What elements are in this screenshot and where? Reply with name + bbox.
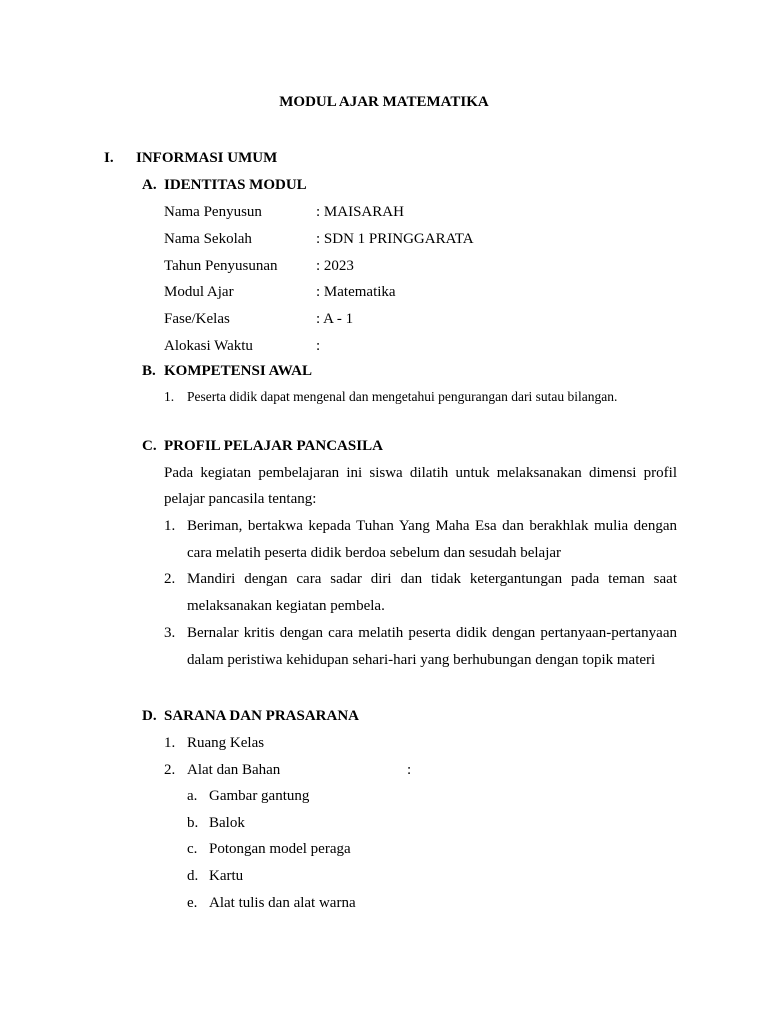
identity-label: Fase/Kelas	[164, 311, 230, 327]
sublist-letter: a.	[187, 788, 198, 804]
list-number: 1.	[164, 735, 176, 751]
sublist-item-text: Balok	[209, 815, 245, 831]
identity-value: : SDN 1 PRINGGARATA	[316, 231, 474, 247]
sublist-letter: d.	[187, 868, 199, 884]
identity-value: : Matematika	[316, 284, 396, 300]
section-numeral: I.	[104, 150, 114, 166]
sublist-item-text: Potongan model peraga	[209, 841, 351, 857]
sublist-letter: c.	[187, 841, 198, 857]
list-item-text: Beriman, bertakwa kepada Tuhan Yang Maha Esa dan berakhlak mulia dengan	[187, 518, 677, 534]
list-item-text: Peserta didik dapat mengenal dan mengetahui pengurangan dari sutau bilangan.	[187, 389, 618, 404]
paragraph-line: pelajar pancasila tentang:	[164, 491, 317, 507]
section-heading: INFORMASI UMUM	[136, 150, 278, 166]
identity-value: : A - 1	[316, 311, 354, 327]
identity-label: Nama Penyusun	[164, 204, 262, 220]
list-number: 1.	[164, 518, 176, 534]
identity-value: : MAISARAH	[316, 204, 404, 220]
subsection-heading: IDENTITAS MODUL	[164, 177, 307, 193]
list-item-text: cara melatih peserta didik berdoa sebelum dan sesudah belajar	[187, 545, 562, 561]
identity-label: Nama Sekolah	[164, 231, 252, 247]
sublist-letter: b.	[187, 815, 199, 831]
identity-value: : 2023	[316, 258, 354, 274]
subsection-heading: SARANA DAN PRASARANA	[164, 708, 360, 724]
identity-label: Modul Ajar	[164, 284, 234, 300]
list-item-colon: :	[407, 762, 412, 778]
list-item-text: Bernalar kritis dengan cara melatih peserta didik dengan pertanyaan-pertanyaan	[187, 625, 677, 641]
subsection-letter: C.	[142, 438, 157, 454]
list-item-text: melaksanakan kegiatan pembela.	[187, 598, 385, 614]
identity-label: Tahun Penyusunan	[164, 258, 278, 274]
sublist-item-text: Alat tulis dan alat warna	[209, 895, 356, 911]
subsection-letter: A.	[142, 177, 157, 193]
list-number: 2.	[164, 571, 176, 587]
list-number: 1.	[164, 389, 175, 404]
document-title: MODUL AJAR MATEMATIKA	[279, 94, 489, 110]
list-item-text: Alat dan Bahan	[187, 762, 281, 778]
paragraph-line: Pada kegiatan pembelajaran ini siswa dilatih untuk melaksanakan dimensi profil	[164, 465, 677, 481]
identity-value: :	[316, 338, 321, 354]
identity-label: Alokasi Waktu	[164, 338, 253, 354]
list-item-text: dalam peristiwa kehidupan sehari-hari yang berhubungan dengan topik materi	[187, 652, 656, 668]
sublist-item-text: Kartu	[209, 868, 244, 884]
list-item-text: Ruang Kelas	[187, 735, 265, 751]
sublist-letter: e.	[187, 895, 198, 911]
list-number: 2.	[164, 762, 176, 778]
subsection-letter: B.	[142, 363, 156, 379]
subsection-letter: D.	[142, 708, 157, 724]
subsection-heading: PROFIL PELAJAR PANCASILA	[164, 438, 383, 454]
subsection-heading: KOMPETENSI AWAL	[164, 363, 312, 379]
list-item-text: Mandiri dengan cara sadar diri dan tidak ketergantungan pada teman saat	[187, 571, 677, 587]
list-number: 3.	[164, 625, 176, 641]
sublist-item-text: Gambar gantung	[209, 788, 310, 804]
